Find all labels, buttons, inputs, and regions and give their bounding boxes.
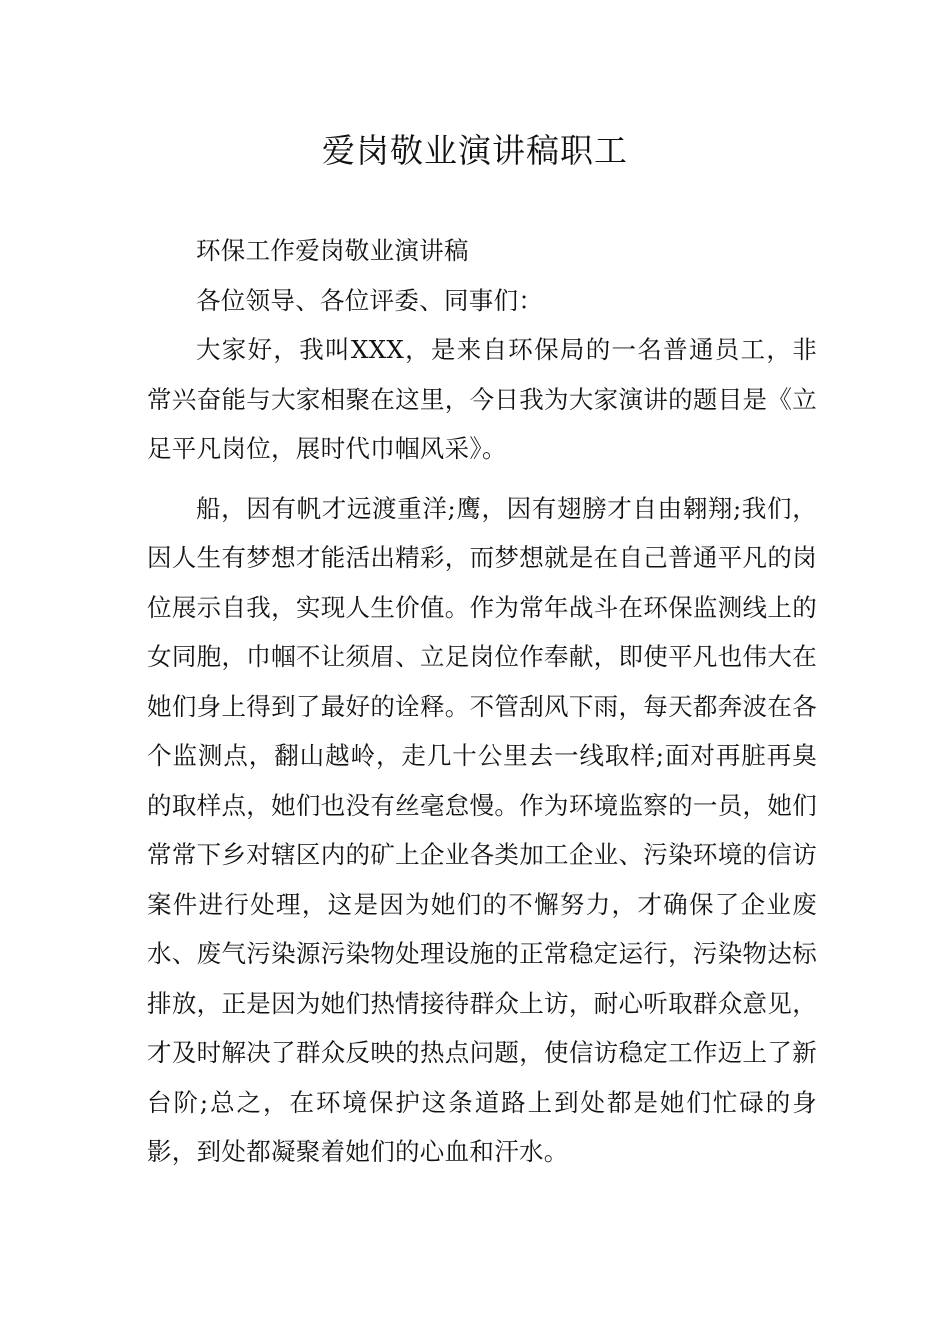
paragraph-salutation: 各位领导、各位评委、同事们： [196, 285, 544, 315]
paragraph-introduction: 大家好，我叫XXX，是来自环保局的一名普通员工，非常兴奋能与大家相聚在这里，今日我为大家演讲的题目是《立足平凡岗位，展时代巾帼风采》。 [147, 335, 817, 463]
paragraph-main: 船，因有帆才远渡重洋;鹰，因有翅膀才自由翱翔;我们，因人生有梦想才能活出精彩，而梦想就是在自己普通平凡的岗位展示自我，实现人生价值。作为常年战斗在环保监测线上的女同胞，巾帼不让须眉、立足岗位作奉献，即使平凡也伟大在她们身上得到了最好的诠释。不管刮风下雨，每天都奔波在各个监测点，翻山越岭，走几十公里去一线取样;面对再脏再臭的取样点，她们也没有丝毫怠慢。作为环境监察的一员，她们常常下乡对辖区内的矿上企业各类加工企业、污染环境的信访案件进行处理，这是因为她们的不懈努力，才确保了企业废水、废气污染源污染物处理设施的正常稳定运行，污染物达标排放，正是因为她们热情接待群众上访，耐心听取群众意见，才及时解决了群众反映的热点问题，使信访稳定工作迈上了新台阶;总之，在环境保护这条道路上到处都是她们忙碌的身影，到处都凝聚着她们的心血和汗水。 [147, 493, 817, 1166]
document-body [147, 226, 817, 1177]
document-title: 爱岗敬业演讲稿职工 [322, 131, 628, 170]
paragraph-subtitle: 环保工作爱岗敬业演讲稿 [196, 236, 469, 265]
